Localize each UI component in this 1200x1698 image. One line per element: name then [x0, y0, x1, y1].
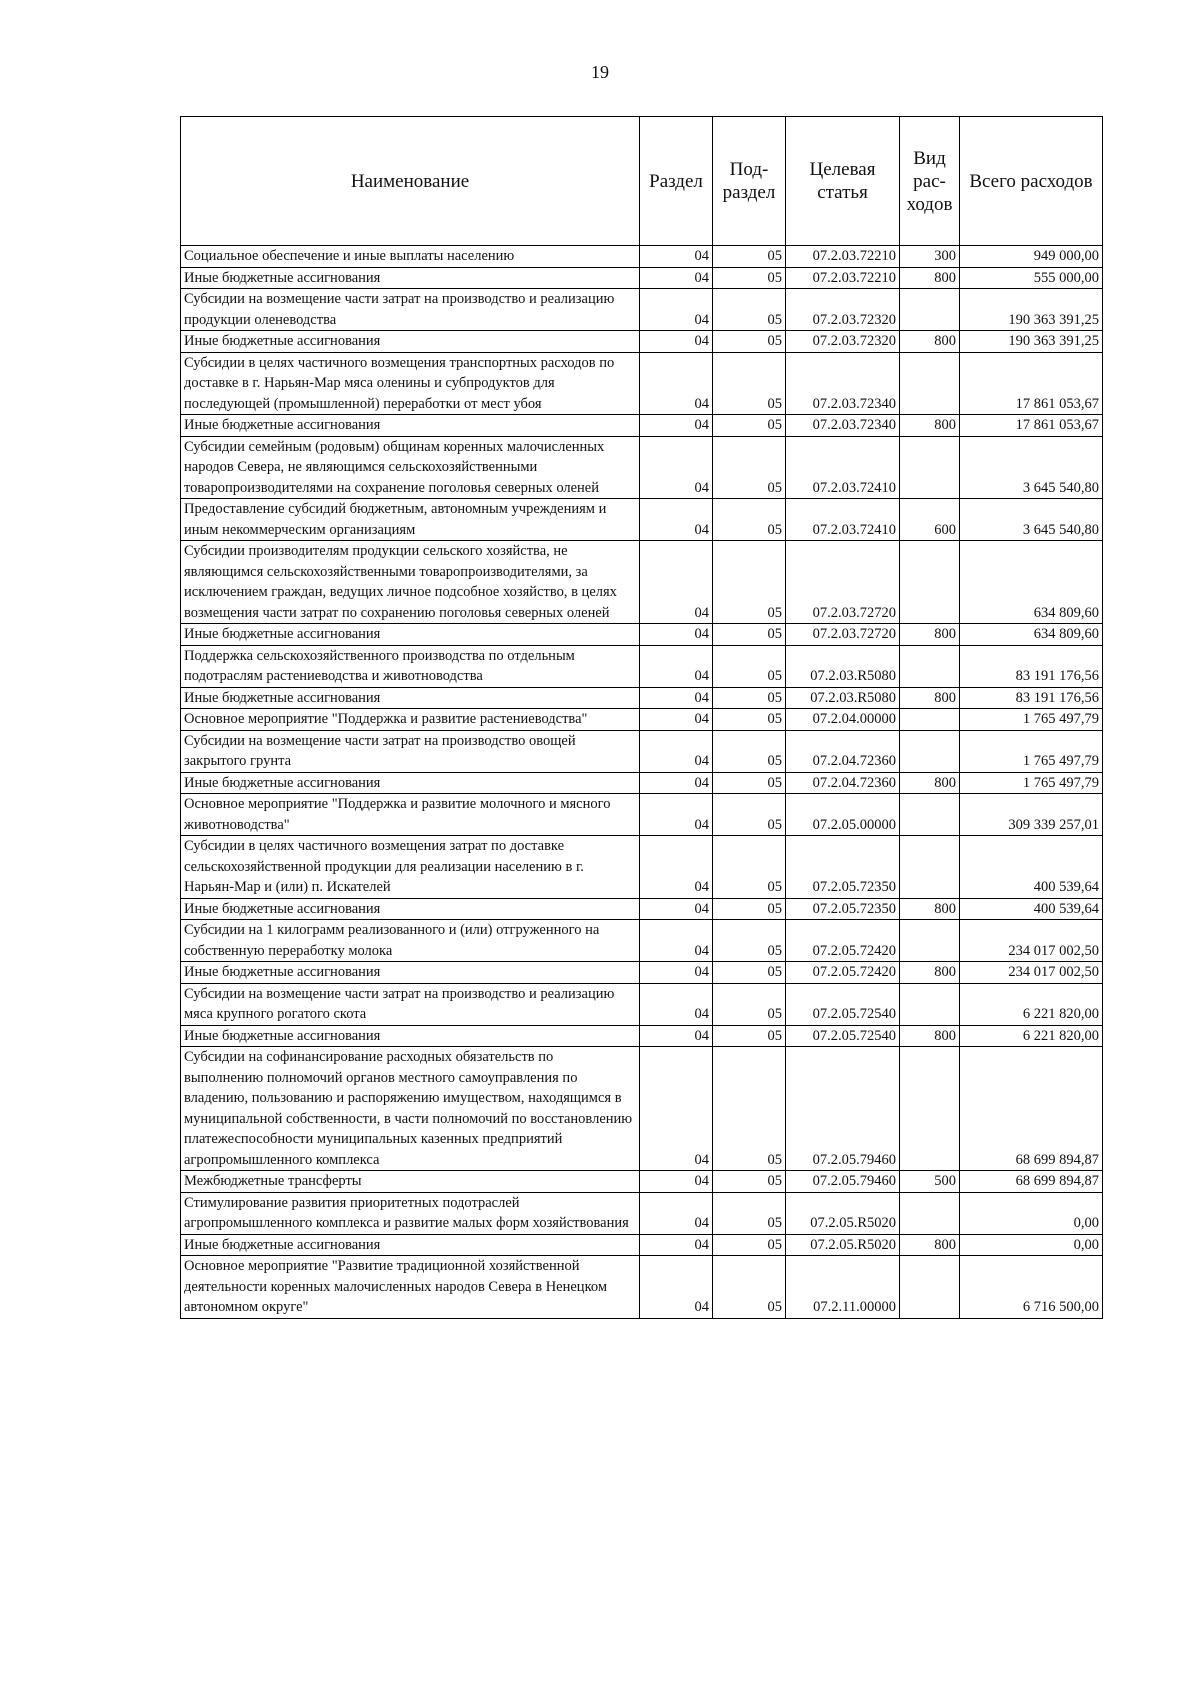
cell-section: 04	[640, 541, 713, 624]
cell-target-item: 07.2.05.72540	[786, 983, 900, 1025]
cell-total: 1 765 497,79	[960, 730, 1103, 772]
cell-total: 309 339 257,01	[960, 794, 1103, 836]
cell-name: Поддержка сельскохозяйственного производства по отдельным подотраслям растениеводства и животноводства	[181, 645, 640, 687]
table-row	[181, 352, 1103, 415]
cell-total: 17 861 053,67	[960, 352, 1103, 415]
table-row	[181, 624, 1103, 646]
cell-subsection: 05	[713, 352, 786, 415]
cell-subsection: 05	[713, 436, 786, 499]
cell-section: 04	[640, 898, 713, 920]
cell-subsection: 05	[713, 898, 786, 920]
cell-target-item: 07.2.05.00000	[786, 794, 900, 836]
budget-table	[180, 116, 1103, 1319]
cell-name: Основное мероприятие "Поддержка и развитие растениеводства"	[181, 709, 640, 731]
cell-subsection: 05	[713, 499, 786, 541]
cell-total: 68 699 894,87	[960, 1047, 1103, 1171]
cell-expense-type: 300	[900, 246, 960, 268]
cell-total: 6 716 500,00	[960, 1256, 1103, 1319]
cell-section: 04	[640, 709, 713, 731]
cell-total: 949 000,00	[960, 246, 1103, 268]
cell-expense-type: 800	[900, 624, 960, 646]
cell-name: Субсидии на возмещение части затрат на производство овощей закрытого грунта	[181, 730, 640, 772]
header-target-item	[786, 117, 900, 246]
header-target-item-text: Целевая статья	[809, 159, 876, 203]
cell-section: 04	[640, 1025, 713, 1047]
cell-expense-type: 800	[900, 772, 960, 794]
table-row	[181, 709, 1103, 731]
cell-name: Иные бюджетные ассигнования	[181, 415, 640, 437]
cell-name: Иные бюджетные ассигнования	[181, 1234, 640, 1256]
cell-expense-type	[900, 709, 960, 731]
cell-target-item: 07.2.03.72320	[786, 331, 900, 353]
cell-total: 83 191 176,56	[960, 687, 1103, 709]
cell-expense-type	[900, 794, 960, 836]
cell-section: 04	[640, 1047, 713, 1171]
cell-subsection: 05	[713, 983, 786, 1025]
cell-subsection: 05	[713, 687, 786, 709]
cell-expense-type	[900, 1047, 960, 1171]
cell-name: Субсидии на возмещение части затрат на производство и реализацию мяса крупного рогатого скота	[181, 983, 640, 1025]
cell-subsection: 05	[713, 836, 786, 899]
table-row	[181, 983, 1103, 1025]
cell-name: Субсидии производителям продукции сельского хозяйства, не являющимся сельскохозяйственными товаропроизводителями, за исключением граждан, ведущих личное подсобное хозяйство, в целях возмещения части затрат по сохранению поголовья северных оленей	[181, 541, 640, 624]
cell-target-item: 07.2.11.00000	[786, 1256, 900, 1319]
cell-expense-type	[900, 920, 960, 962]
page-number: 19	[591, 62, 609, 82]
cell-total: 234 017 002,50	[960, 962, 1103, 984]
header-name: Наименование	[181, 117, 640, 246]
table-row	[181, 772, 1103, 794]
cell-section: 04	[640, 436, 713, 499]
cell-expense-type	[900, 983, 960, 1025]
table-row	[181, 246, 1103, 268]
table-row	[181, 1256, 1103, 1319]
cell-section: 04	[640, 267, 713, 289]
cell-section: 04	[640, 794, 713, 836]
cell-subsection: 05	[713, 772, 786, 794]
cell-target-item: 07.2.04.72360	[786, 730, 900, 772]
cell-total: 1 765 497,79	[960, 709, 1103, 731]
cell-total: 190 363 391,25	[960, 289, 1103, 331]
cell-target-item: 07.2.05.R5020	[786, 1192, 900, 1234]
cell-section: 04	[640, 772, 713, 794]
table-row	[181, 331, 1103, 353]
cell-expense-type: 800	[900, 267, 960, 289]
cell-expense-type	[900, 352, 960, 415]
cell-expense-type	[900, 730, 960, 772]
cell-target-item: 07.2.05.72420	[786, 962, 900, 984]
cell-total: 6 221 820,00	[960, 983, 1103, 1025]
cell-target-item: 07.2.04.72360	[786, 772, 900, 794]
cell-expense-type: 600	[900, 499, 960, 541]
table-row	[181, 541, 1103, 624]
cell-total: 190 363 391,25	[960, 331, 1103, 353]
cell-subsection: 05	[713, 541, 786, 624]
cell-expense-type	[900, 541, 960, 624]
table-row	[181, 730, 1103, 772]
cell-subsection: 05	[713, 1256, 786, 1319]
cell-section: 04	[640, 352, 713, 415]
cell-section: 04	[640, 730, 713, 772]
cell-target-item: 07.2.05.79460	[786, 1047, 900, 1171]
cell-total: 555 000,00	[960, 267, 1103, 289]
cell-name: Основное мероприятие "Поддержка и развитие молочного и мясного животноводства"	[181, 794, 640, 836]
cell-total: 3 645 540,80	[960, 499, 1103, 541]
cell-target-item: 07.2.03.72210	[786, 267, 900, 289]
cell-target-item: 07.2.03.72720	[786, 624, 900, 646]
cell-total: 68 699 894,87	[960, 1171, 1103, 1193]
cell-subsection: 05	[713, 331, 786, 353]
cell-section: 04	[640, 645, 713, 687]
cell-name: Предоставление субсидий бюджетным, автономным учреждениям и иным некоммерческим организациям	[181, 499, 640, 541]
cell-expense-type: 500	[900, 1171, 960, 1193]
cell-subsection: 05	[713, 1171, 786, 1193]
cell-expense-type	[900, 836, 960, 899]
table-row	[181, 1047, 1103, 1171]
table-row	[181, 499, 1103, 541]
table-row	[181, 436, 1103, 499]
cell-total: 0,00	[960, 1192, 1103, 1234]
header-section: Раздел	[640, 117, 713, 246]
table-row	[181, 267, 1103, 289]
cell-subsection: 05	[713, 645, 786, 687]
header-subsection-text: Под- раздел	[722, 159, 776, 203]
cell-section: 04	[640, 1192, 713, 1234]
table-row	[181, 1171, 1103, 1193]
cell-total: 1 765 497,79	[960, 772, 1103, 794]
cell-total: 234 017 002,50	[960, 920, 1103, 962]
cell-target-item: 07.2.03.R5080	[786, 645, 900, 687]
cell-name: Межбюджетные трансферты	[181, 1171, 640, 1193]
cell-subsection: 05	[713, 1234, 786, 1256]
cell-total: 634 809,60	[960, 541, 1103, 624]
cell-expense-type	[900, 1256, 960, 1319]
cell-section: 04	[640, 1171, 713, 1193]
cell-section: 04	[640, 246, 713, 268]
cell-subsection: 05	[713, 267, 786, 289]
cell-section: 04	[640, 1234, 713, 1256]
cell-name: Социальное обеспечение и иные выплаты населению	[181, 246, 640, 268]
cell-target-item: 07.2.03.72210	[786, 246, 900, 268]
cell-name: Субсидии на возмещение части затрат на производство и реализацию продукции оленеводства	[181, 289, 640, 331]
cell-subsection: 05	[713, 1025, 786, 1047]
table-row	[181, 645, 1103, 687]
table-row	[181, 836, 1103, 899]
cell-expense-type: 800	[900, 331, 960, 353]
table-row	[181, 687, 1103, 709]
cell-name: Субсидии в целях частичного возмещения транспортных расходов по доставке в г. Нарьян-Мар мяса оленины и субпродуктов для последующей (промышленной) переработки от мест убоя	[181, 352, 640, 415]
cell-name: Иные бюджетные ассигнования	[181, 898, 640, 920]
cell-subsection: 05	[713, 624, 786, 646]
cell-subsection: 05	[713, 794, 786, 836]
cell-target-item: 07.2.03.72340	[786, 415, 900, 437]
cell-section: 04	[640, 331, 713, 353]
cell-section: 04	[640, 687, 713, 709]
cell-subsection: 05	[713, 415, 786, 437]
cell-total: 400 539,64	[960, 836, 1103, 899]
table-row	[181, 962, 1103, 984]
cell-name: Субсидии на 1 килограмм реализованного и (или) отгруженного на собственную переработку молока	[181, 920, 640, 962]
cell-target-item: 07.2.05.72350	[786, 898, 900, 920]
cell-expense-type	[900, 289, 960, 331]
header-total: Всего расходов	[960, 117, 1103, 246]
table-row	[181, 289, 1103, 331]
table-row	[181, 920, 1103, 962]
table-body	[181, 246, 1103, 1319]
cell-subsection: 05	[713, 920, 786, 962]
cell-total: 400 539,64	[960, 898, 1103, 920]
cell-target-item: 07.2.03.72410	[786, 436, 900, 499]
cell-section: 04	[640, 415, 713, 437]
cell-target-item: 07.2.05.72420	[786, 920, 900, 962]
cell-target-item: 07.2.05.R5020	[786, 1234, 900, 1256]
cell-name: Иные бюджетные ассигнования	[181, 1025, 640, 1047]
cell-target-item: 07.2.03.R5080	[786, 687, 900, 709]
cell-total: 3 645 540,80	[960, 436, 1103, 499]
cell-name: Иные бюджетные ассигнования	[181, 962, 640, 984]
cell-section: 04	[640, 1256, 713, 1319]
cell-section: 04	[640, 289, 713, 331]
cell-expense-type: 800	[900, 687, 960, 709]
cell-section: 04	[640, 983, 713, 1025]
cell-target-item: 07.2.03.72320	[786, 289, 900, 331]
cell-expense-type: 800	[900, 1234, 960, 1256]
cell-target-item: 07.2.03.72410	[786, 499, 900, 541]
cell-total: 6 221 820,00	[960, 1025, 1103, 1047]
table-row	[181, 898, 1103, 920]
cell-total: 634 809,60	[960, 624, 1103, 646]
cell-target-item: 07.2.05.72350	[786, 836, 900, 899]
cell-name: Иные бюджетные ассигнования	[181, 624, 640, 646]
cell-total: 83 191 176,56	[960, 645, 1103, 687]
cell-name: Иные бюджетные ассигнования	[181, 331, 640, 353]
cell-target-item: 07.2.04.00000	[786, 709, 900, 731]
cell-subsection: 05	[713, 1192, 786, 1234]
cell-name: Стимулирование развития приоритетных подотраслей агропромышленного комплекса и развитие малых форм хозяйствования	[181, 1192, 640, 1234]
table-row	[181, 415, 1103, 437]
cell-name: Основное мероприятие "Развитие традиционной хозяйственной деятельности коренных малочисленных народов Севера в Ненецком автономном округе"	[181, 1256, 640, 1319]
cell-expense-type	[900, 436, 960, 499]
cell-total: 0,00	[960, 1234, 1103, 1256]
cell-section: 04	[640, 624, 713, 646]
cell-name: Иные бюджетные ассигнования	[181, 687, 640, 709]
cell-section: 04	[640, 836, 713, 899]
cell-expense-type	[900, 645, 960, 687]
cell-name: Субсидии в целях частичного возмещения затрат по доставке сельскохозяйственной продукции для реализации населению в г. Нарьян-Мар и (или) п. Искателей	[181, 836, 640, 899]
cell-subsection: 05	[713, 289, 786, 331]
cell-total: 17 861 053,67	[960, 415, 1103, 437]
cell-subsection: 05	[713, 962, 786, 984]
header-expense-type-text: Вид рас- ходов	[906, 147, 953, 215]
cell-name: Иные бюджетные ассигнования	[181, 267, 640, 289]
cell-target-item: 07.2.03.72720	[786, 541, 900, 624]
cell-subsection: 05	[713, 246, 786, 268]
cell-section: 04	[640, 499, 713, 541]
cell-name: Субсидии семейным (родовым) общинам коренных малочисленных народов Севера, не являющимся сельскохозяйственными товаропроизводителями на сохранение поголовья северных оленей	[181, 436, 640, 499]
table-row	[181, 1234, 1103, 1256]
header-expense-type	[900, 117, 960, 246]
cell-expense-type: 800	[900, 898, 960, 920]
cell-expense-type	[900, 1192, 960, 1234]
cell-subsection: 05	[713, 1047, 786, 1171]
cell-section: 04	[640, 962, 713, 984]
table-row	[181, 1192, 1103, 1234]
cell-name: Субсидии на софинансирование расходных обязательств по выполнению полномочий органов местного самоуправления по владению, пользованию и распоряжению имуществом, находящимся в муниципальной собственности, в части полномочий по восстановлению платежеспособности муниципальных казенных предприятий агропромышленного комплекса	[181, 1047, 640, 1171]
header-subsection	[713, 117, 786, 246]
table-row	[181, 1025, 1103, 1047]
table-header	[181, 117, 1103, 246]
header-row	[181, 117, 1103, 246]
cell-target-item: 07.2.05.72540	[786, 1025, 900, 1047]
cell-subsection: 05	[713, 709, 786, 731]
cell-section: 04	[640, 920, 713, 962]
cell-target-item: 07.2.05.79460	[786, 1171, 900, 1193]
cell-name: Иные бюджетные ассигнования	[181, 772, 640, 794]
cell-target-item: 07.2.03.72340	[786, 352, 900, 415]
table-row	[181, 794, 1103, 836]
cell-expense-type: 800	[900, 962, 960, 984]
cell-expense-type: 800	[900, 415, 960, 437]
cell-subsection: 05	[713, 730, 786, 772]
cell-expense-type: 800	[900, 1025, 960, 1047]
